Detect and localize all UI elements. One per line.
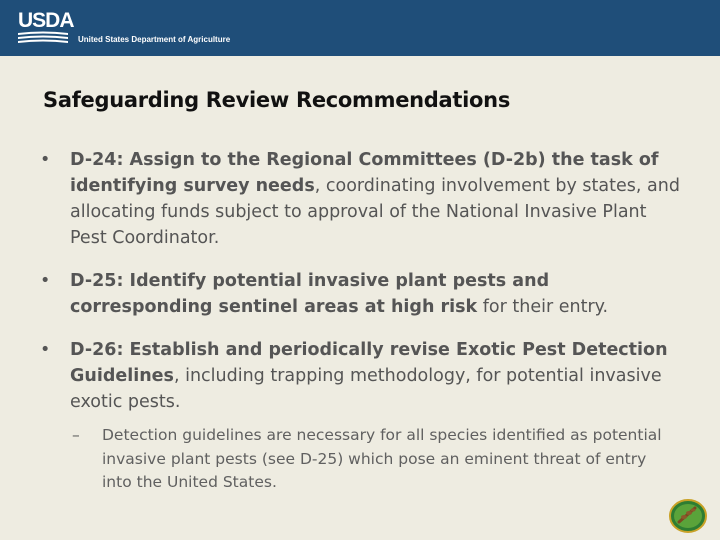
- sub-bullet: [40, 424, 680, 495]
- bullet-d25: [40, 268, 680, 320]
- dash-icon: –: [72, 426, 80, 444]
- bullet-d26-rest: , including trapping methodology, for potential invasive exotic pests.: [70, 366, 662, 412]
- slide-content: [40, 147, 680, 495]
- slide-title: Safeguarding Review Recommendations: [43, 88, 511, 112]
- bullet-d26: [40, 337, 680, 415]
- agency-name: United States Department of Agriculture: [78, 35, 231, 44]
- bullet-d24: [40, 147, 680, 251]
- bullet-d25-bold: D-25: Identify potential invasive plant pests and corresponding sentinel areas at high risk: [70, 271, 550, 317]
- bullet-icon: •: [40, 271, 51, 291]
- bullet-d24-rest: , coordinating involvement by states, and allocating funds subject to approval of the National Invasive Plant Pest Coordinator.: [70, 176, 680, 248]
- header-bar: [0, 0, 720, 56]
- pest-badge-icon: [668, 498, 708, 534]
- bullet-d25-rest: for their entry.: [477, 297, 609, 317]
- bullet-d24-bold: D-24: Assign to the Regional Committees (D-2b) the task of identifying survey needs: [70, 150, 659, 196]
- usda-swoosh-icon: [18, 30, 68, 44]
- bullet-icon: •: [40, 340, 51, 360]
- bullet-d26-bold: D-26: Establish and periodically revise Exotic Pest Detection Guidelines: [70, 340, 668, 386]
- bullet-icon: •: [40, 150, 51, 170]
- sub-bullet-text: Detection guidelines are necessary for all species identified as potential invasive plant pests (see D-25) which pose an eminent threat of entry into the United States.: [102, 426, 662, 491]
- usda-logo-text: USDA: [18, 9, 74, 32]
- usda-logo: [18, 9, 231, 44]
